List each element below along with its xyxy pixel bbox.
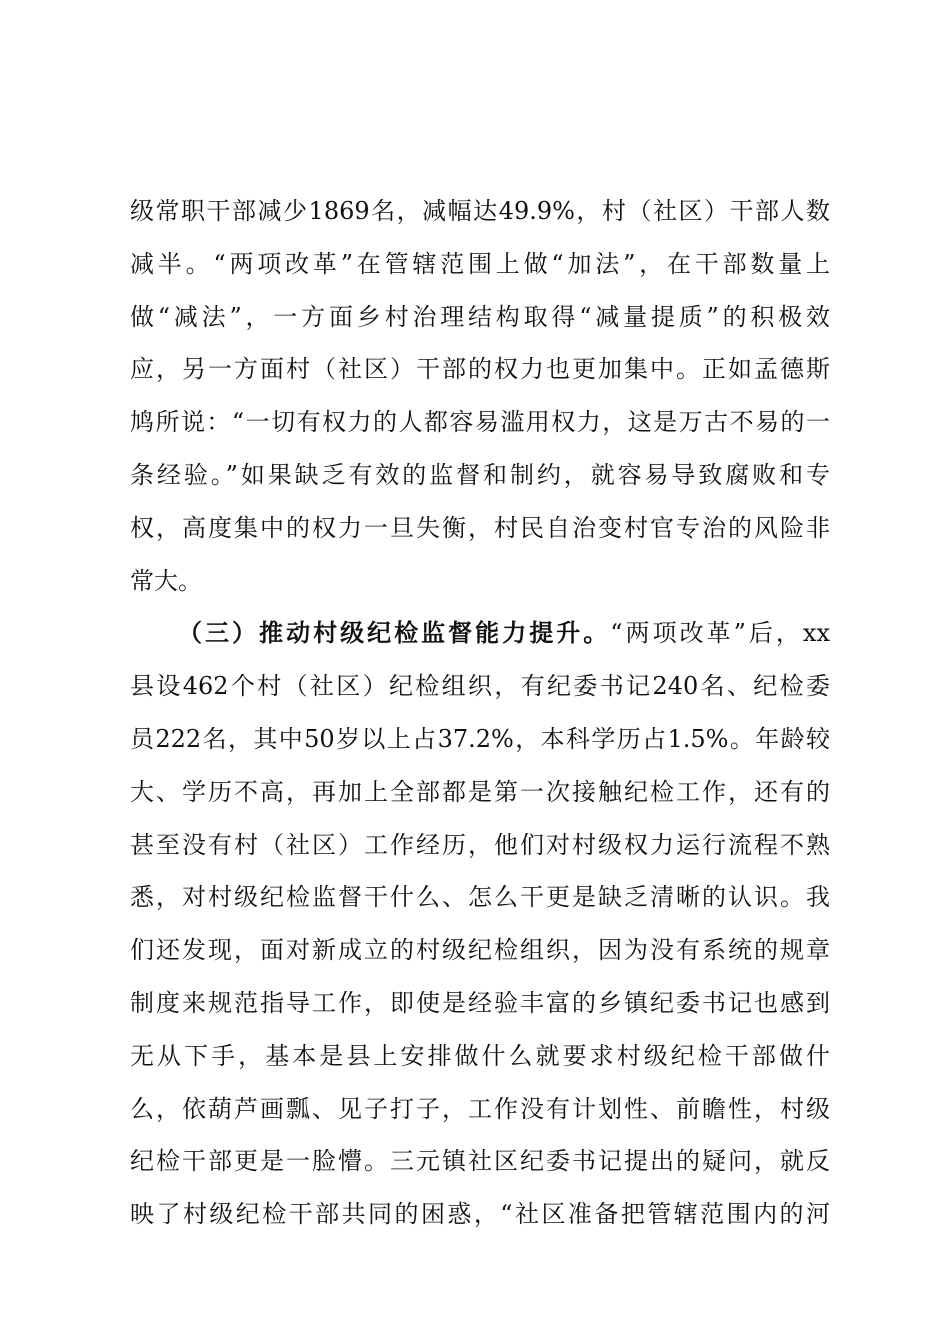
paragraph-line: 权，高度集中的权力一旦失衡，村民自治变村官专治的风险非 [130, 513, 830, 542]
paragraph-line: 们还发现，面对新成立的村级纪检组织，因为没有系统的规章 [130, 936, 830, 965]
paragraph-line: 悉，对村级纪检监督干什么、怎么干更是缺乏清晰的认识。我 [130, 883, 830, 912]
paragraph-line: 条经验。”如果缺乏有效的监督和制约，就容易导致腐败和专 [130, 460, 830, 489]
document-body [130, 185, 830, 1241]
paragraph-line: 映了村级纪检干部共同的困惑，“社区准备把管辖范围内的河 [130, 1200, 830, 1229]
section-heading-line [130, 607, 830, 660]
section-heading: （三）推动村级纪检监督能力提升。 [178, 618, 611, 648]
paragraph-line: 大、学历不高，再加上全部都是第一次接触纪检工作，还有的 [130, 777, 830, 806]
paragraph-line: 级常职干部减少1869名，减幅达49.9%，村（社区）干部人数 [130, 197, 830, 225]
paragraph-line: 常大。 [130, 566, 202, 595]
paragraph-line: 减半。“两项改革”在管辖范围上做“加法”，在干部数量上 [130, 249, 830, 278]
paragraph-line: 么，依葫芦画瓢、见子打子，工作没有计划性、前瞻性，村级 [130, 1094, 830, 1123]
paragraph-line: 员222名，其中50岁以上占37.2%，本科学历占1.5%。年龄较 [130, 724, 830, 753]
paragraph-line: 甚至没有村（社区）工作经历，他们对村级权力运行流程不熟 [130, 830, 830, 859]
paragraph-line: 无从下手，基本是县上安排做什么就要求村级纪检干部做什 [130, 1041, 830, 1070]
paragraph-line: 县设462个村（社区）纪检组织，有纪委书记240名、纪检委 [130, 672, 830, 701]
section-text: “两项改革”后，xx [610, 619, 830, 648]
paragraph-line: 制度来规范指导工作，即使是经验丰富的乡镇纪委书记也感到 [130, 988, 830, 1017]
paragraph-line: 纪检干部更是一脸懵。三元镇社区纪委书记提出的疑问，就反 [130, 1147, 830, 1176]
paragraph-line: 做“减法”，一方面乡村治理结构取得“减量提质”的积极效 [130, 302, 830, 331]
paragraph-line: 应，另一方面村（社区）干部的权力也更加集中。正如孟德斯 [130, 355, 830, 384]
paragraph-line: 鸠所说：“一切有权力的人都容易滥用权力，这是万古不易的一 [130, 408, 830, 437]
